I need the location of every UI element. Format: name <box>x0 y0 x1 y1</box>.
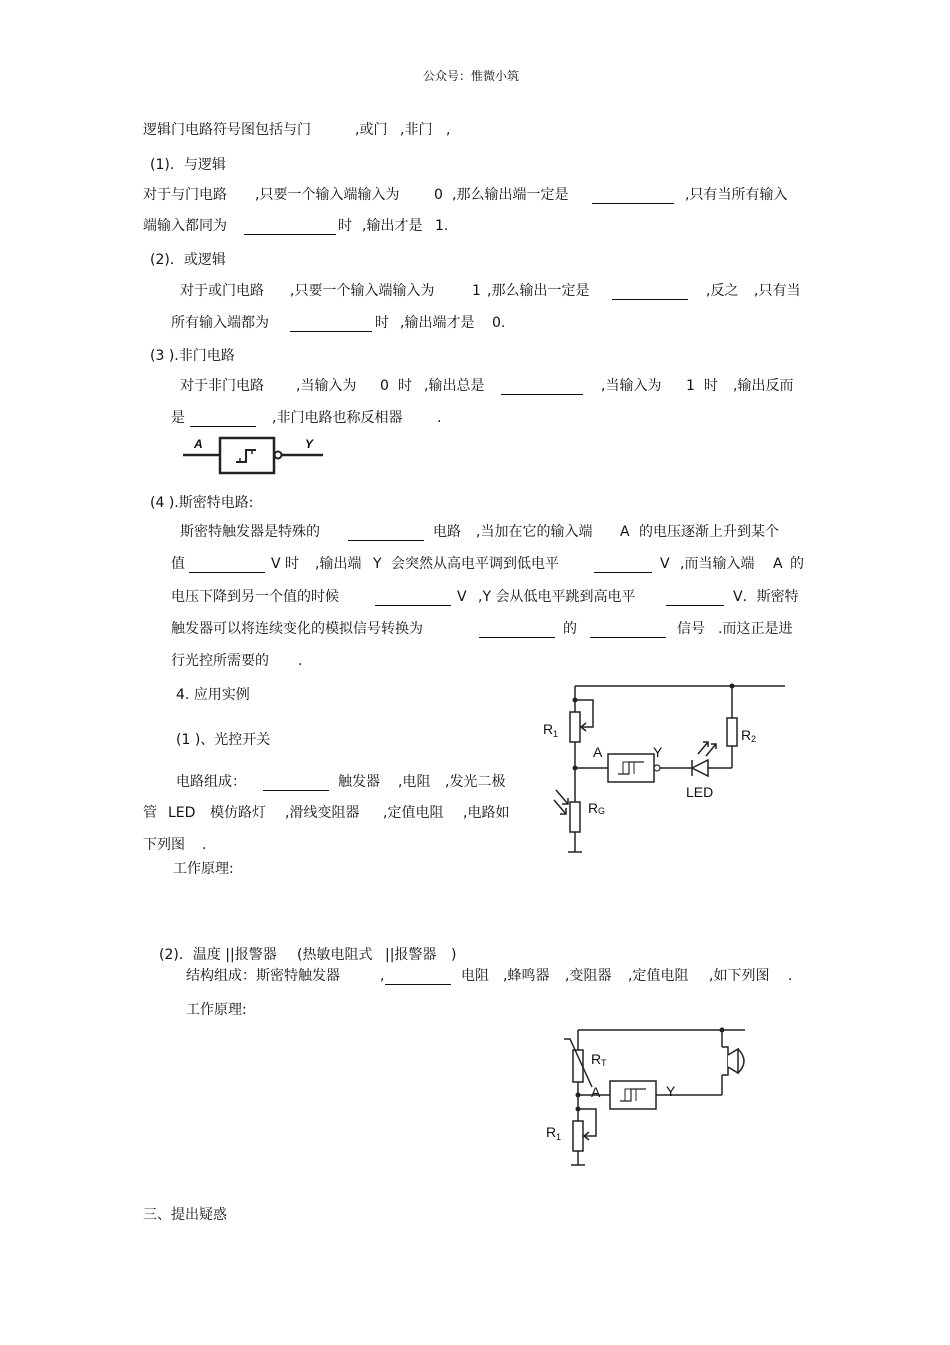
fig-y-label: Y <box>653 744 663 760</box>
intro-text: , <box>446 122 451 138</box>
not-text: . <box>437 410 442 426</box>
not-fig-output-label: Y <box>305 437 314 451</box>
schmitt-text: ,而当输入端 <box>680 556 755 572</box>
intro-text: 逻辑门电路符号图包括与门 <box>143 122 311 138</box>
not-text: 对于非门电路 <box>180 378 264 394</box>
app-text: 模仿路灯 <box>210 805 266 821</box>
not-text: ,当输入为 <box>296 378 357 394</box>
schmitt-text: 触发器可以将连续变化的模拟信号转换为 <box>171 621 423 637</box>
fill-blank[interactable] <box>612 299 688 300</box>
section-three-heading: 三、提出疑惑 <box>143 1207 227 1223</box>
fill-blank[interactable] <box>592 203 674 204</box>
fill-blank[interactable] <box>479 637 555 638</box>
fill-blank[interactable] <box>501 394 583 395</box>
schmitt-text: V <box>660 556 670 572</box>
schmitt-text: ,Y 会从低电平跳到高电平 <box>478 589 636 605</box>
fig-r2-sub: 2 <box>751 734 757 744</box>
app-text: ,电阻 <box>398 774 431 790</box>
and-text: ,那么输出端一定是 <box>452 187 569 203</box>
fig-rt-sub: T <box>601 1058 607 1068</box>
app-principle-label: 工作原理: <box>173 861 234 877</box>
app-text: . <box>202 837 207 853</box>
not-text: 时 <box>398 378 412 394</box>
temperature-alarm-circuit <box>540 1025 760 1170</box>
or-text: ,那么输出一定是 <box>487 283 590 299</box>
fill-blank[interactable] <box>375 605 451 606</box>
and-text: ,只要一个输入端输入为 <box>255 187 400 203</box>
or-text: 时 <box>375 315 389 331</box>
fill-blank[interactable] <box>290 331 372 332</box>
schmitt-text: 值 <box>171 556 185 572</box>
fig-r2-label: R <box>741 727 752 743</box>
not-text: 0 <box>380 378 389 394</box>
temp-text: ,如下列图 <box>709 968 770 984</box>
app-heading: 4. 应用实例 <box>176 687 250 703</box>
temp-heading: ) <box>451 947 457 963</box>
and-text: 对于与门电路 <box>143 187 227 203</box>
temp-heading: ||报警器 <box>385 947 437 963</box>
not-text: ,输出反而 <box>733 378 794 394</box>
schmitt-text: V．斯密特 <box>733 589 799 605</box>
fig-y-label: Y <box>666 1083 676 1099</box>
and-text: 1. <box>435 218 449 234</box>
temp-text: . <box>788 968 793 984</box>
or-text: ,只有当 <box>754 283 801 299</box>
or-heading: (2)．或逻辑 <box>150 252 226 268</box>
schmitt-text: V <box>457 589 467 605</box>
app-text: ,发光二极 <box>445 774 506 790</box>
and-text: 0 <box>434 187 443 203</box>
light-control-circuit <box>540 680 790 855</box>
fill-blank[interactable] <box>190 426 256 427</box>
app-subheading: (1 )、光控开关 <box>176 732 271 748</box>
schmitt-text: 行光控所需要的 <box>171 653 269 669</box>
schmitt-text: 的 <box>790 556 804 572</box>
app-text: ,定值电阻 <box>383 805 444 821</box>
schmitt-text: V 时 <box>271 556 300 572</box>
temp-principle-label: 工作原理: <box>186 1002 247 1018</box>
or-text: ,输出端才是 <box>400 315 475 331</box>
schmitt-text: ,当加在它的输入端 <box>476 524 593 540</box>
not-gate-figure <box>180 433 330 478</box>
and-text: ,输出才是 <box>362 218 423 234</box>
not-text: 时 <box>704 378 718 394</box>
not-text: 1 <box>686 378 695 394</box>
fill-blank[interactable] <box>263 790 329 791</box>
schmitt-text: 的电压逐渐上升到某个 <box>639 524 779 540</box>
schmitt-text: Y <box>373 556 382 572</box>
or-text: ,只要一个输入端输入为 <box>290 283 435 299</box>
not-text: ,输出总是 <box>424 378 485 394</box>
or-text: 0. <box>492 315 506 331</box>
app-text: 管 <box>143 805 157 821</box>
intro-text: ,或门 <box>355 122 388 138</box>
schmitt-text: 电路 <box>433 524 461 540</box>
not-text: ,当输入为 <box>601 378 662 394</box>
schmitt-text: 的 <box>563 621 577 637</box>
app-text: ,滑线变阻器 <box>285 805 360 821</box>
page-header: 公众号：惟微小筑 <box>423 69 520 83</box>
schmitt-text: .而这正是进 <box>718 621 793 637</box>
fig-rg-sub: G <box>598 806 606 816</box>
temp-text: , <box>380 968 385 984</box>
or-text: 对于或门电路 <box>180 283 264 299</box>
schmitt-text: A <box>620 524 630 540</box>
schmitt-text: 电压下降到另一个值的时候 <box>171 589 339 605</box>
app-text: LED <box>168 805 196 821</box>
not-fig-input-label: A <box>194 437 203 451</box>
fill-blank[interactable] <box>590 637 666 638</box>
fig-r1-label: R <box>543 721 554 737</box>
app-text: ,电路如 <box>463 805 510 821</box>
fill-blank[interactable] <box>666 605 724 606</box>
schmitt-text: A <box>773 556 783 572</box>
not-text: 是 <box>171 410 185 426</box>
intro-text: ,非门 <box>400 122 433 138</box>
app-text: 触发器 <box>338 774 380 790</box>
temp-text: ,蜂鸣器 <box>503 968 550 984</box>
temp-heading: (热敏电阻式 <box>297 947 373 963</box>
app-text: 电路组成： <box>176 774 246 790</box>
schmitt-text: 斯密特触发器是特殊的 <box>180 524 320 540</box>
not-text: ,非门电路也称反相器 <box>272 410 403 426</box>
and-text: 时 <box>338 218 352 234</box>
temp-text: 电阻 <box>461 968 489 984</box>
temp-heading: (2)．温度 ||报警器 <box>159 947 277 963</box>
or-text: 所有输入端都为 <box>171 315 269 331</box>
or-text: 1 <box>472 283 481 299</box>
or-text: ,反之 <box>706 283 739 299</box>
fig-led-label: LED <box>686 784 714 800</box>
and-heading: (1)．与逻辑 <box>150 157 226 173</box>
fill-blank[interactable] <box>385 984 451 985</box>
temp-text: ,变阻器 <box>565 968 612 984</box>
fig-rg-label: R <box>588 800 599 816</box>
fig-a-label: A <box>591 1084 601 1100</box>
fig-rt-label: R <box>591 1051 602 1067</box>
schmitt-heading: (4 ).斯密特电路: <box>150 495 254 511</box>
schmitt-text: 会突然从高电平调到低电平 <box>391 556 559 572</box>
not-heading: (3 ).非门电路 <box>150 348 235 364</box>
schmitt-text: . <box>298 653 303 669</box>
fig-r1-sub: 1 <box>553 729 559 739</box>
fill-blank[interactable] <box>244 234 336 235</box>
and-text: 端输入都同为 <box>143 218 227 234</box>
app-text: 下列图 <box>143 837 185 853</box>
fig-a-label: A <box>593 744 603 760</box>
fig-r1-sub: 1 <box>556 1132 562 1142</box>
schmitt-text: 信号 <box>677 621 705 637</box>
temp-text: 结构组成：斯密特触发器 <box>186 968 340 984</box>
temp-text: ,定值电阻 <box>628 968 689 984</box>
and-text: ,只有当所有输入 <box>685 187 788 203</box>
schmitt-text: ,输出端 <box>315 556 362 572</box>
fig-r1-label: R <box>546 1124 557 1140</box>
fill-blank[interactable] <box>189 572 265 573</box>
fill-blank[interactable] <box>594 572 652 573</box>
fill-blank[interactable] <box>348 540 424 541</box>
